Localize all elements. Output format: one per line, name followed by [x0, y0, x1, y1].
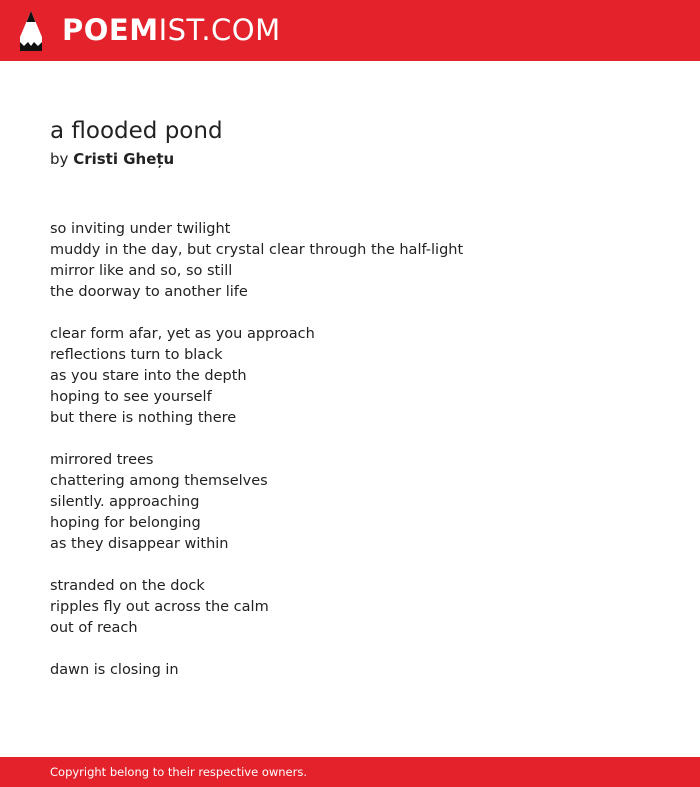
by-label: by: [50, 150, 69, 168]
poem-line: the doorway to another life: [50, 284, 248, 300]
poem-stanza: [50, 324, 650, 429]
pencil-icon[interactable]: [18, 10, 44, 52]
poem-body: [50, 219, 650, 702]
poem-byline: [50, 149, 174, 169]
copyright-text: Copyright belong to their respective owners.: [50, 765, 308, 779]
poem-line: chattering among themselves: [50, 473, 268, 489]
poem-stanza: [50, 576, 650, 639]
poem-stanza: [50, 450, 650, 555]
poem-line: as they disappear within: [50, 536, 229, 552]
poem-line: dawn is closing in: [50, 662, 179, 678]
logo-bold-text: POEM: [62, 13, 159, 47]
site-footer: [0, 757, 700, 787]
poem-line: reflections turn to black: [50, 347, 223, 363]
poem-line: but there is nothing there: [50, 410, 237, 426]
site-logo[interactable]: [62, 12, 281, 48]
poem-line: mirrored trees: [50, 452, 154, 468]
poem-line: as you stare into the depth: [50, 368, 247, 384]
poem-line: clear form afar, yet as you approach: [50, 326, 315, 342]
poem-line: mirror like and so, so still: [50, 263, 233, 279]
site-header: [0, 0, 700, 61]
poem-author: Cristi Ghețu: [73, 150, 175, 168]
poem-line: so inviting under twilight: [50, 221, 231, 237]
poem-title: a flooded pond: [50, 118, 223, 144]
poem-line: hoping to see yourself: [50, 389, 212, 405]
poem-line: hoping for belonging: [50, 515, 201, 531]
poem-line: muddy in the day, but crystal clear through the half-light: [50, 242, 464, 258]
poem-line: silently. approaching: [50, 494, 200, 510]
poem-line: ripples fly out across the calm: [50, 599, 269, 615]
logo-light-text: IST.COM: [158, 13, 281, 47]
poem-stanza: [50, 219, 650, 303]
poem-stanza: [50, 660, 650, 681]
poem-line: out of reach: [50, 620, 138, 636]
poem-line: stranded on the dock: [50, 578, 205, 594]
